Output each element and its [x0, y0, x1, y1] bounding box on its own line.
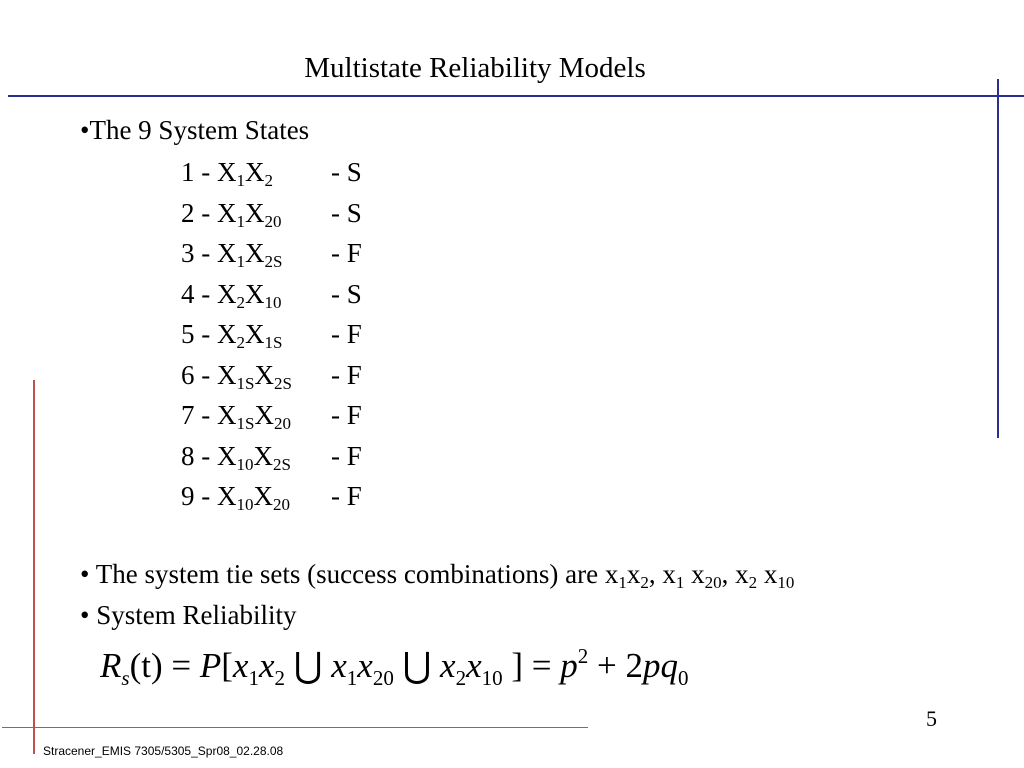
bullet-system-reliability: • System Reliability	[80, 600, 297, 630]
state-result: - F	[331, 319, 362, 349]
state-row	[181, 400, 362, 431]
bottom-red-rule	[2, 727, 588, 728]
page-number: 5	[926, 706, 937, 731]
state-row	[181, 157, 362, 188]
state-result: - S	[331, 197, 362, 228]
state-row	[181, 481, 362, 512]
state-combination: $9 - X_{10}X_{20}$	[181, 481, 290, 514]
state-combination: $1 - X_1X_2$	[181, 157, 273, 190]
state-result: - F	[331, 481, 362, 511]
state-row	[181, 441, 362, 472]
bullet-tie-sets	[80, 559, 794, 590]
state-combination: $3 - X_1X_{2S}$	[181, 238, 283, 271]
state-combination: $8 - X_{10}X_{2S}$	[181, 440, 291, 474]
left-red-rule	[33, 380, 35, 754]
right-blue-rule	[997, 79, 999, 438]
state-result: - F	[331, 400, 362, 430]
footer-text: Stracener_EMIS 7305/5305_Spr08_02.28.08	[43, 744, 284, 758]
state-result: - S	[331, 278, 362, 309]
state-combination: $7 - X_{1S}X_{20}$	[181, 400, 291, 433]
bullet-system-states: •The 9 System States	[80, 115, 310, 145]
state-result: - S	[331, 157, 362, 187]
tie-sets-prefix: • The system tie sets (success combinations) are	[80, 559, 605, 589]
state-result: - F	[331, 359, 362, 390]
state-combination: $6 - X_{1S}X_{2S}$	[181, 359, 292, 393]
union-symbol: ⋃	[393, 646, 441, 685]
state-row	[181, 319, 362, 350]
state-row	[181, 360, 362, 391]
top-blue-rule	[8, 95, 1024, 97]
slide-title: Multistate Reliability Models	[304, 52, 646, 84]
state-row	[181, 279, 362, 310]
state-result: - F	[331, 440, 362, 471]
state-row	[181, 238, 362, 269]
union-symbol: ⋃	[285, 646, 332, 685]
state-combination: $4 - X_2X_{10}$	[181, 278, 282, 312]
state-result: - F	[331, 238, 362, 268]
state-combination: $5 - X_2X_{1S}$	[181, 319, 283, 352]
state-row	[181, 198, 362, 229]
tie-sets-list: $x_1x_2$, $x_1$ $x_{20}$, $x_2$ $x_{10}$	[604, 559, 795, 592]
reliability-formula: $R_s(t) = P[x_1x_2$ ⋃ $x_1x_{20}$ ⋃ $x_2x_{10}$ ] = $p^2 + 2pq_0$	[100, 644, 689, 690]
state-combination: $2 - X_1X_{20}$	[181, 197, 282, 231]
